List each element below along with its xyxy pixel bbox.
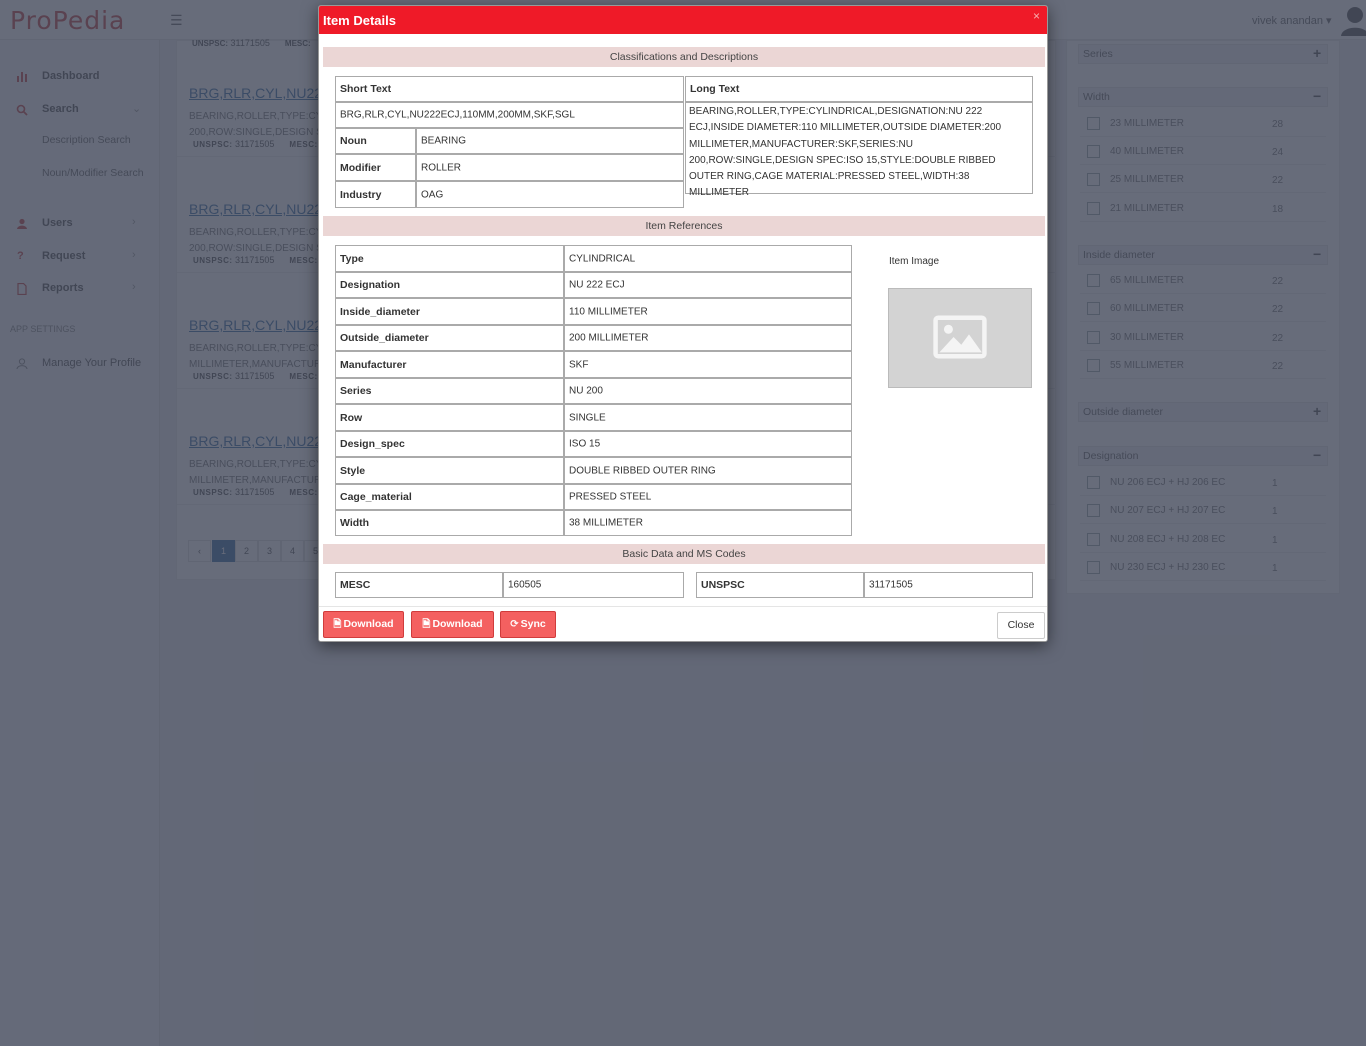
modal-header <box>319 6 1048 34</box>
download-excel-button[interactable]: 🗎 Download <box>411 611 494 638</box>
item-image-placeholder <box>888 288 1032 388</box>
industry-label: Industry <box>335 181 416 208</box>
modal-title: Item Details <box>323 13 396 28</box>
item-details-modal <box>318 5 1048 642</box>
unspsc-value: 31171505 <box>864 572 1033 598</box>
industry-value: OAG <box>416 181 684 208</box>
reference-value: ISO 15 <box>564 431 852 457</box>
noun-label: Noun <box>335 128 416 154</box>
sync-button[interactable]: ⟳ Sync <box>500 611 556 638</box>
short-text-value: BRG,RLR,CYL,NU222ECJ,110MM,200MM,SKF,SGL <box>335 102 684 128</box>
reference-label: Outside_diameter <box>335 325 564 351</box>
short-text-header: Short Text <box>335 76 684 102</box>
reference-value: 110 MILLIMETER <box>564 298 852 325</box>
reference-value: CYLINDRICAL <box>564 245 852 272</box>
pdf-file-icon: 🗎 <box>333 619 342 630</box>
download-pdf-button[interactable]: 🗎 Download <box>323 611 404 638</box>
reference-value: SKF <box>564 351 852 378</box>
close-button[interactable]: Close <box>997 612 1045 639</box>
reference-value: 200 MILLIMETER <box>564 325 852 351</box>
reference-label: Inside_diameter <box>335 298 564 325</box>
reference-value: SINGLE <box>564 404 852 431</box>
reference-value: DOUBLE RIBBED OUTER RING <box>564 457 852 484</box>
reference-value: 38 MILLIMETER <box>564 510 852 536</box>
reference-label: Row <box>335 404 564 431</box>
reference-label: Series <box>335 378 564 404</box>
section-header-classifications: Classifications and Descriptions <box>323 47 1045 67</box>
excel-file-icon: 🗎 <box>422 619 431 630</box>
section-header-basic-data: Basic Data and MS Codes <box>323 544 1045 564</box>
unspsc-label: UNSPSC <box>696 572 864 598</box>
reference-label: Type <box>335 245 564 272</box>
section-header-item-references: Item References <box>323 216 1045 236</box>
reference-label: Manufacturer <box>335 351 564 378</box>
reference-value: PRESSED STEEL <box>564 484 852 510</box>
long-text-value: BEARING,ROLLER,TYPE:CYLINDRICAL,DESIGNATION:NU 222 ECJ,INSIDE DIAMETER:110 MILLIMETER,OUTSIDE DIAMETER:200 MILLIMETER,MANUFACTURER:SKF,SERIES:NU 200,ROW:SINGLE,DESIGN SPEC:ISO 15,STYLE:DOUBLE RIBBED OUTER RING,CAGE MATERIAL:PRESSED STEEL,WIDTH:38 MILLIMETER <box>685 102 1033 194</box>
modifier-value: ROLLER <box>416 154 684 181</box>
close-icon[interactable]: × <box>1033 9 1041 23</box>
reference-label: Designation <box>335 272 564 298</box>
long-text-header: Long Text <box>685 76 1033 102</box>
mesc-label: MESC <box>335 572 503 598</box>
mesc-value: 160505 <box>503 572 684 598</box>
modal-footer <box>319 606 1048 642</box>
reference-label: Design_spec <box>335 431 564 457</box>
reference-value: NU 222 ECJ <box>564 272 852 298</box>
refresh-icon: ⟳ <box>510 619 519 630</box>
noun-value: BEARING <box>416 128 684 154</box>
reference-label: Style <box>335 457 564 484</box>
image-placeholder-icon <box>933 315 987 359</box>
item-image-label: Item Image <box>889 256 940 267</box>
reference-label: Cage_material <box>335 484 564 510</box>
reference-value: NU 200 <box>564 378 852 404</box>
reference-label: Width <box>335 510 564 536</box>
modifier-label: Modifier <box>335 154 416 181</box>
